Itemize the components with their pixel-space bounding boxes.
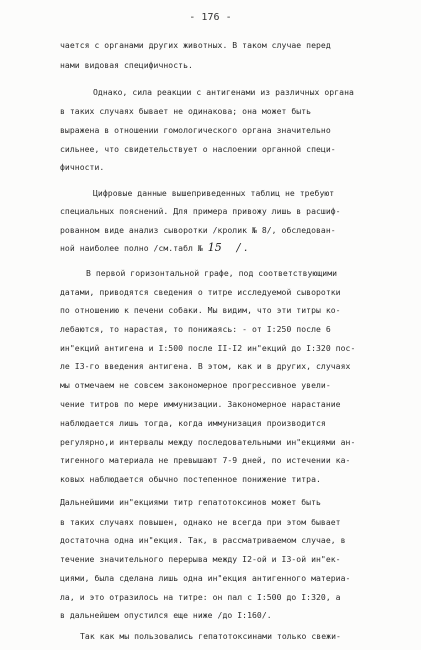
text-line: ле I3-го введения антигена. В этом, как и в других, случаях [60, 361, 351, 371]
text-line: тигенного материала не превышают 7-9 дней, по истечении ка- [60, 455, 351, 465]
text-line: выражена в отношении гомологического органа значительно [60, 125, 331, 135]
text-line: мы отмечаем не совсем закономерное прогрессивное увели- [60, 380, 331, 390]
text-line: Так как мы пользовались гепатотоксинами только свежи- [80, 631, 341, 641]
text-line: специальных пояснений. Для примера привожу лишь в расшиф- [60, 206, 341, 216]
text-line: Дальнейшими ин"екциями титр гепатотоксинов может быть [60, 497, 321, 507]
page-number: - 176 - [189, 12, 232, 23]
text-line: по отношению к печени собаки. Мы видим, что эти титры ко- [60, 305, 341, 315]
handwritten-table-number: 15 [207, 241, 222, 254]
text-line: сильнее, что свидетельствует о наслоении органной специ- [60, 144, 336, 154]
text-line: Однако, сила реакции с антигенами из различных органа [93, 87, 354, 97]
handwritten-mark: / . [236, 241, 248, 254]
text-line: рованном виде анализ сыворотки /кролик № 8/, обследован- [60, 225, 336, 235]
text-line: регулярно,и интервалы между последовательными ин"екциями ан- [60, 437, 356, 447]
text-line: лебаются, то нарастая, то понижаясь: - от I:250 после 6 [60, 324, 331, 334]
text-line: датами, приводятся сведения о титре исследуемой сыворотки [60, 287, 341, 297]
text-line: фичности. [60, 162, 105, 172]
text-line: достаточна одна ин"екция. Так, в рассматриваемом случае, в [60, 535, 346, 545]
text-line: в таких случаях бывает не одинакова; она может быть [60, 106, 312, 116]
text-line: в дальнейшем опустился еще ниже /до I:160/. [60, 610, 272, 620]
text-line: Цифровые данные вышеприведенных таблиц не требуют [93, 188, 335, 198]
text-line: в таких случаях повышен, однако не всегда при этом бывает [60, 517, 341, 527]
text-line: нами видовая специфичность. [60, 60, 193, 70]
text-line: течение значительного перерыва между I2-ой и I3-ой ин"ек- [60, 554, 341, 564]
text-line: наблюдается лишь тогда, когда иммунизация производится [60, 418, 326, 428]
text-line: В первой горизонтальной графе, под соответствующими [86, 268, 338, 278]
text-line: ковых наблюдается обычно постепенное понижение титра. [60, 474, 321, 484]
text-line: ин"екций антигена и I:500 после II-I2 ин"екций до I:320 пос- [60, 343, 356, 353]
text-fragment: ной наиболее полно /см.табл № [60, 243, 208, 253]
text-line: циями, была сделана лишь одна ин"екция антигенного материа- [60, 573, 351, 583]
text-line-with-handwriting [60, 243, 247, 253]
text-line: чается с органами других животных. В таком случае перед [60, 40, 331, 50]
text-line: чение титров по мере иммунизации. Закономерное нарастание [60, 399, 341, 409]
text-line: ла, и это отразилось на титре: он пал с I:500 до I:320, а [60, 592, 341, 602]
